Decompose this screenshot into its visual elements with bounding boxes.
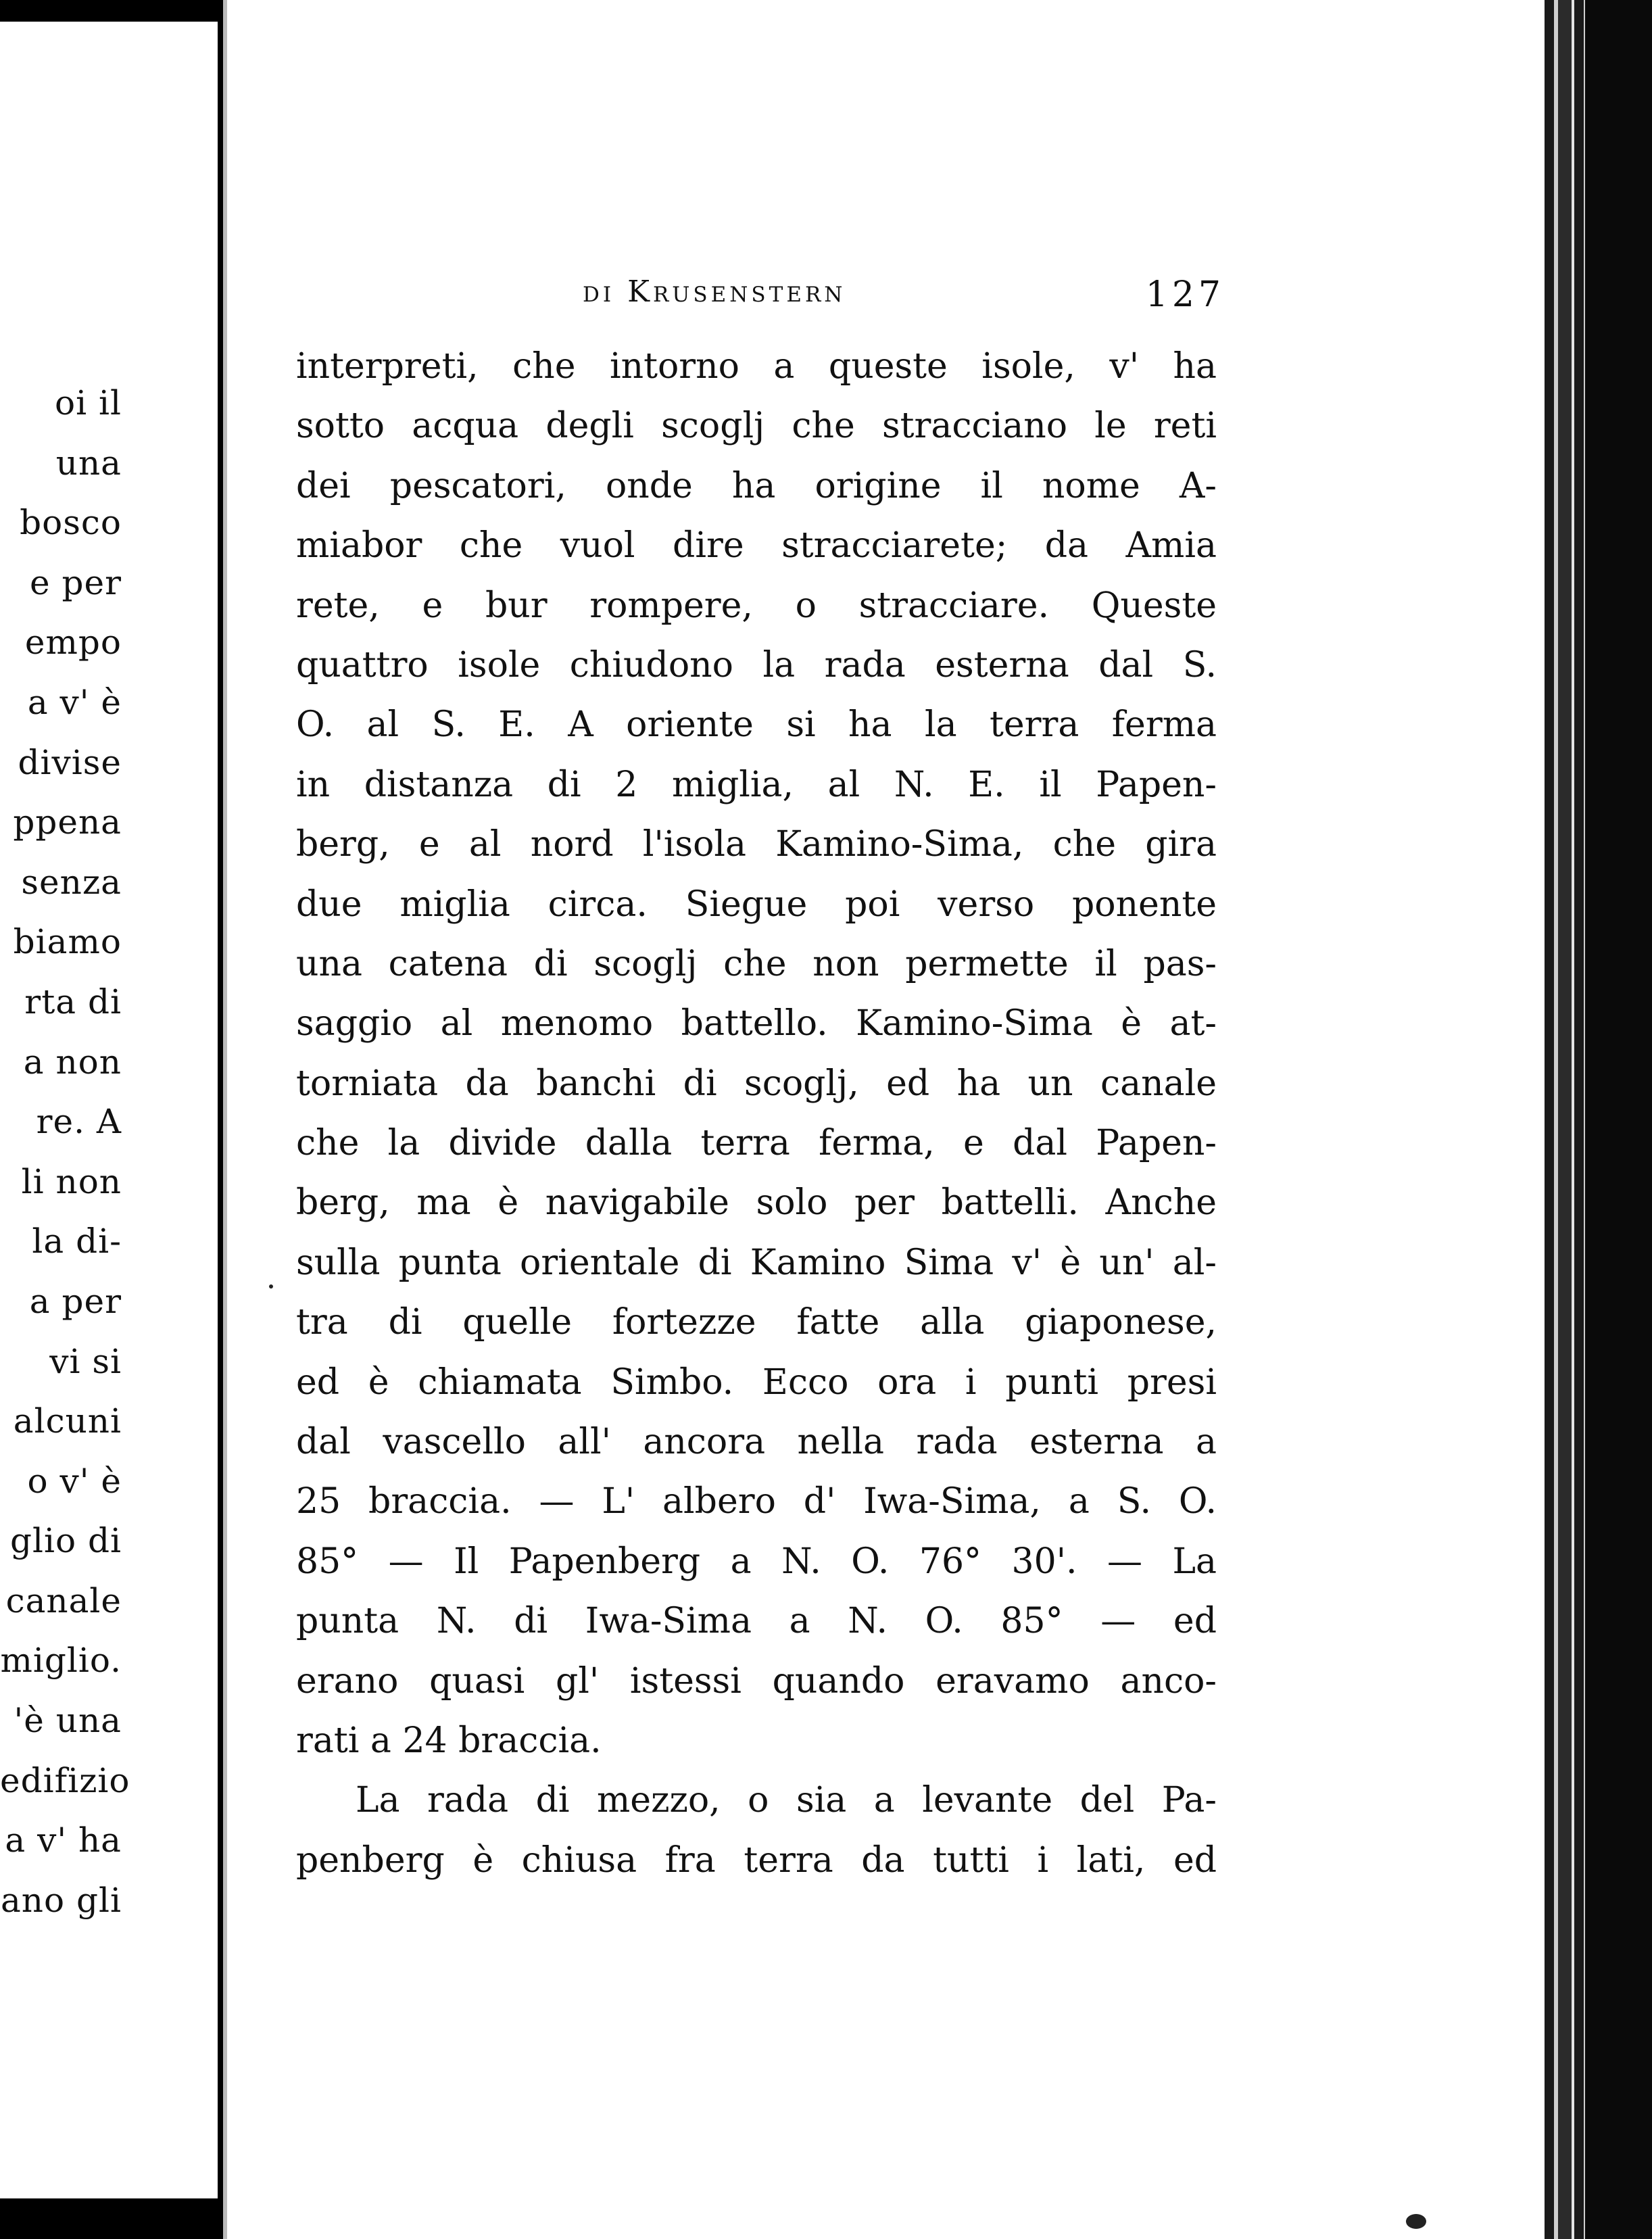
running-head <box>583 274 1225 322</box>
text-line: miabor che vuol dire stracciarete; da Amia <box>296 525 1217 567</box>
left-page <box>0 22 218 2198</box>
left-line: glio di <box>10 1521 122 1561</box>
text-line: 25 braccia. — L' albero d' Iwa-Sima, a S. O. <box>296 1481 1217 1522</box>
text-line: dei pescatori, onde ha origine il nome A- <box>296 465 1217 506</box>
left-line: senza <box>21 862 122 902</box>
left-line: re. A <box>36 1102 122 1142</box>
left-line: a per <box>29 1281 122 1321</box>
text-line: punta N. di Iwa-Sima a N. O. 85° — ed <box>296 1601 1217 1642</box>
paragraph-start-line: La rada di mezzo, o sia a levante del Pa- <box>356 1780 1217 1821</box>
left-line: vi si <box>49 1341 122 1381</box>
left-line: 'è una <box>14 1701 122 1741</box>
left-line: o v' è <box>27 1461 122 1501</box>
text-line: rati a 24 braccia. <box>296 1720 602 1761</box>
left-line: edifizio <box>0 1760 130 1800</box>
text-line: ed è chiamata Simbo. Ecco ora i punti presi <box>296 1362 1217 1403</box>
left-line: ppena <box>13 802 122 842</box>
left-line: la di- <box>32 1222 122 1261</box>
text-line: penberg è chiusa fra terra da tutti i lati, ed <box>296 1839 1217 1881</box>
text-line: che la divide dalla terra ferma, e dal Papen- <box>296 1123 1217 1164</box>
running-head-title: di Krusenstern <box>583 274 846 309</box>
text-line: rete, e bur rompere, o stracciare. Queste <box>296 585 1217 626</box>
text-line: interpreti, che intorno a queste isole, v' ha <box>296 346 1217 387</box>
text-line: tra di quelle fortezze fatte alla giaponese, <box>296 1302 1217 1343</box>
text-line: due miglia circa. Siegue poi verso ponente <box>296 884 1217 925</box>
text-line: sulla punta orientale di Kamino Sima v' è un' al- <box>296 1242 1217 1283</box>
left-line: canale <box>5 1581 122 1620</box>
left-line: una <box>55 443 122 483</box>
left-line: rta di <box>24 982 122 1021</box>
text-line: berg, e al nord l'isola Kamino-Sima, che gira <box>296 824 1217 865</box>
text-line: torniata da banchi di scoglj, ed ha un canale <box>296 1063 1217 1104</box>
text-line: erano quasi gl' istessi quando eravamo anco- <box>296 1660 1217 1702</box>
text-line: saggio al menomo battello. Kamino-Sima è at- <box>296 1003 1217 1044</box>
text-line: quattro isole chiudono la rada esterna dal S. <box>296 644 1217 685</box>
left-line: ano gli <box>1 1880 122 1920</box>
text-line: sotto acqua degli scoglj che stracciano le reti <box>296 406 1217 447</box>
scan-speck <box>269 1284 273 1289</box>
left-line: a v' è <box>27 682 122 722</box>
left-line: bosco <box>20 503 122 543</box>
book-binding-edge <box>1545 0 1652 2239</box>
scan-speck <box>1406 2214 1426 2229</box>
left-line: oi il <box>55 383 122 423</box>
left-line: biamo <box>13 922 122 962</box>
left-line: empo <box>24 623 122 663</box>
left-line: alcuni <box>13 1401 122 1441</box>
left-line: a non <box>23 1042 122 1082</box>
text-line: dal vascello all' ancora nella rada esterna a <box>296 1422 1217 1463</box>
text-line: berg, ma è navigabile solo per battelli. Anche <box>296 1182 1217 1224</box>
left-line: a v' ha <box>5 1821 122 1860</box>
text-line: O. al S. E. A oriente si ha la terra ferma <box>296 704 1217 746</box>
left-line: li non <box>21 1161 122 1201</box>
text-line: una catena di scoglj che non permette il pas- <box>296 943 1217 984</box>
page-number: 127 <box>1145 274 1225 315</box>
text-line: in distanza di 2 miglia, al N. E. il Papen- <box>296 764 1217 805</box>
left-line: miglio. <box>0 1641 122 1681</box>
left-line: divise <box>18 742 122 782</box>
text-line: 85° — Il Papenberg a N. O. 76° 30'. — La <box>296 1541 1217 1582</box>
body-text <box>296 337 1217 1890</box>
left-line: e per <box>30 562 122 602</box>
left-page-text <box>0 373 130 1930</box>
